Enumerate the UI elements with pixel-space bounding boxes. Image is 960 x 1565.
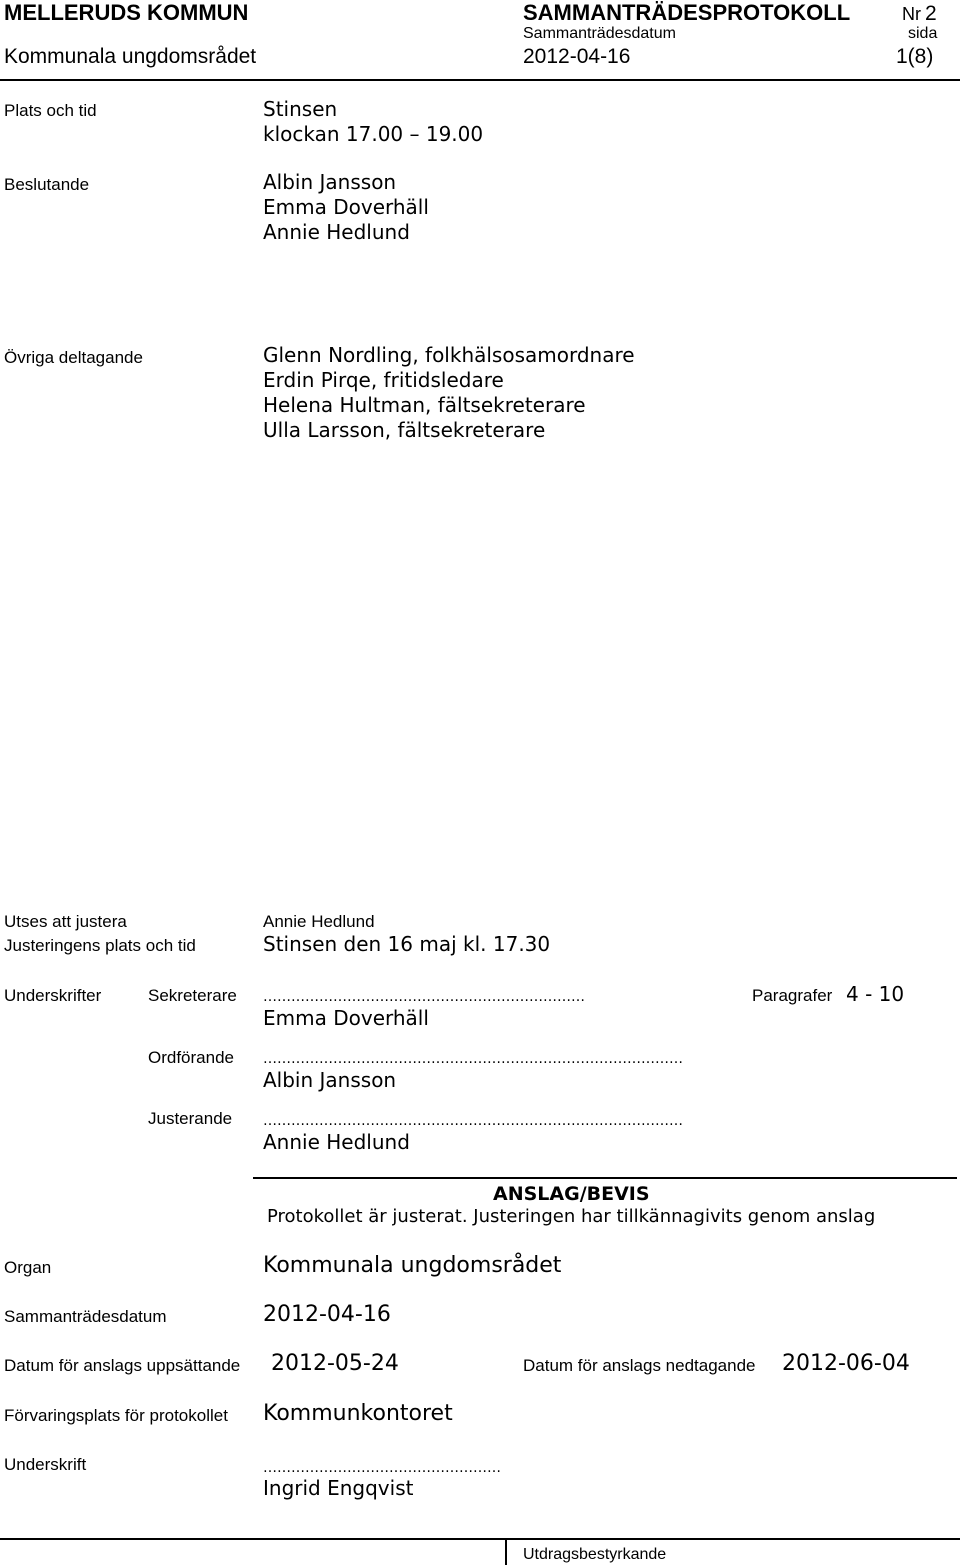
secretary-label: Sekreterare	[148, 986, 237, 1005]
signature-name: Ingrid Engqvist	[263, 1476, 414, 1500]
place-value: Stinsen	[263, 97, 338, 121]
adjust-place-label: Justeringens plats och tid	[4, 936, 196, 955]
signatures-label: Underskrifter	[4, 986, 102, 1005]
number-label: Nr	[902, 4, 921, 24]
deciding-member: Albin Jansson	[263, 170, 397, 194]
deciding-member: Emma Doverhäll	[263, 195, 429, 219]
adjuster-signature-line: ………………………………………………………………………………	[263, 1114, 683, 1128]
header-rule	[0, 79, 960, 81]
organ-label: Organ	[4, 1258, 52, 1277]
body-name: Kommunala ungdomsrådet	[4, 45, 257, 68]
meeting-date-value: 2012-04-16	[263, 1302, 391, 1327]
participant: Glenn Nordling, folkhälsosamordnare	[263, 343, 635, 367]
footer-divider	[505, 1540, 507, 1565]
deciding-label: Beslutande	[4, 175, 90, 194]
storage-label: Förvaringsplats för protokollet	[4, 1406, 228, 1425]
chair-signature-line: ………………………………………………………………………………	[263, 1052, 683, 1066]
footer-rule	[0, 1538, 960, 1540]
others-label: Övriga deltagande	[4, 348, 143, 367]
secretary-signature-line: ……………………………………………………………	[263, 990, 585, 1004]
others-list	[263, 343, 635, 443]
place-label: Plats och tid	[4, 101, 97, 120]
appointed-label: Utses att justera	[4, 912, 127, 931]
signature-label: Underskrift	[4, 1455, 87, 1474]
adjuster-label: Justerande	[148, 1109, 233, 1128]
organ-value: Kommunala ungdomsrådet	[263, 1253, 562, 1278]
removed-value: 2012-06-04	[782, 1351, 910, 1376]
meeting-date-label: Sammanträdesdatum	[4, 1307, 167, 1326]
signature-line: ……………………………………………	[263, 1461, 501, 1475]
removed-label: Datum för anslags nedtagande	[523, 1356, 756, 1375]
notice-title: ANSLAG/BEVIS	[493, 1183, 650, 1205]
participant: Ulla Larsson, fältsekreterare	[263, 418, 546, 442]
page-label: sida	[908, 25, 938, 42]
document-type: SAMMANTRÄDESPROTOKOLL	[523, 0, 851, 25]
adjust-place-value: Stinsen den 16 maj kl. 17.30	[263, 932, 551, 956]
appointed-value: Annie Hedlund	[263, 912, 375, 931]
page-value: 1(8)	[896, 45, 934, 68]
paragraphs-label: Paragrafer	[752, 986, 833, 1005]
notice-statement: Protokollet är justerat. Justeringen har tillkännagivits genom anslag	[267, 1206, 876, 1227]
storage-value: Kommunkontoret	[263, 1401, 453, 1426]
chair-label: Ordförande	[148, 1048, 234, 1067]
number-value: 2	[925, 2, 937, 25]
posted-label: Datum för anslags uppsättande	[4, 1356, 241, 1375]
participant: Helena Hultman, fältsekreterare	[263, 393, 586, 417]
deciding-member: Annie Hedlund	[263, 220, 410, 244]
time-value: klockan 17.00 – 19.00	[263, 122, 484, 146]
posted-value: 2012-05-24	[271, 1351, 399, 1376]
adjuster-name: Annie Hedlund	[263, 1130, 410, 1154]
certifier-label: Utdragsbestyrkande	[523, 1546, 667, 1563]
deciding-list	[263, 170, 429, 245]
paragraphs-value: 4 - 10	[846, 982, 905, 1006]
municipality-name: MELLERUDS KOMMUN	[4, 0, 249, 25]
notice-rule	[253, 1177, 957, 1179]
header-date-value: 2012-04-16	[523, 45, 631, 68]
chair-name: Albin Jansson	[263, 1068, 397, 1092]
secretary-name: Emma Doverhäll	[263, 1006, 429, 1030]
header-date-label: Sammanträdesdatum	[523, 25, 676, 42]
participant: Erdin Pirqe, fritidsledare	[263, 368, 504, 392]
